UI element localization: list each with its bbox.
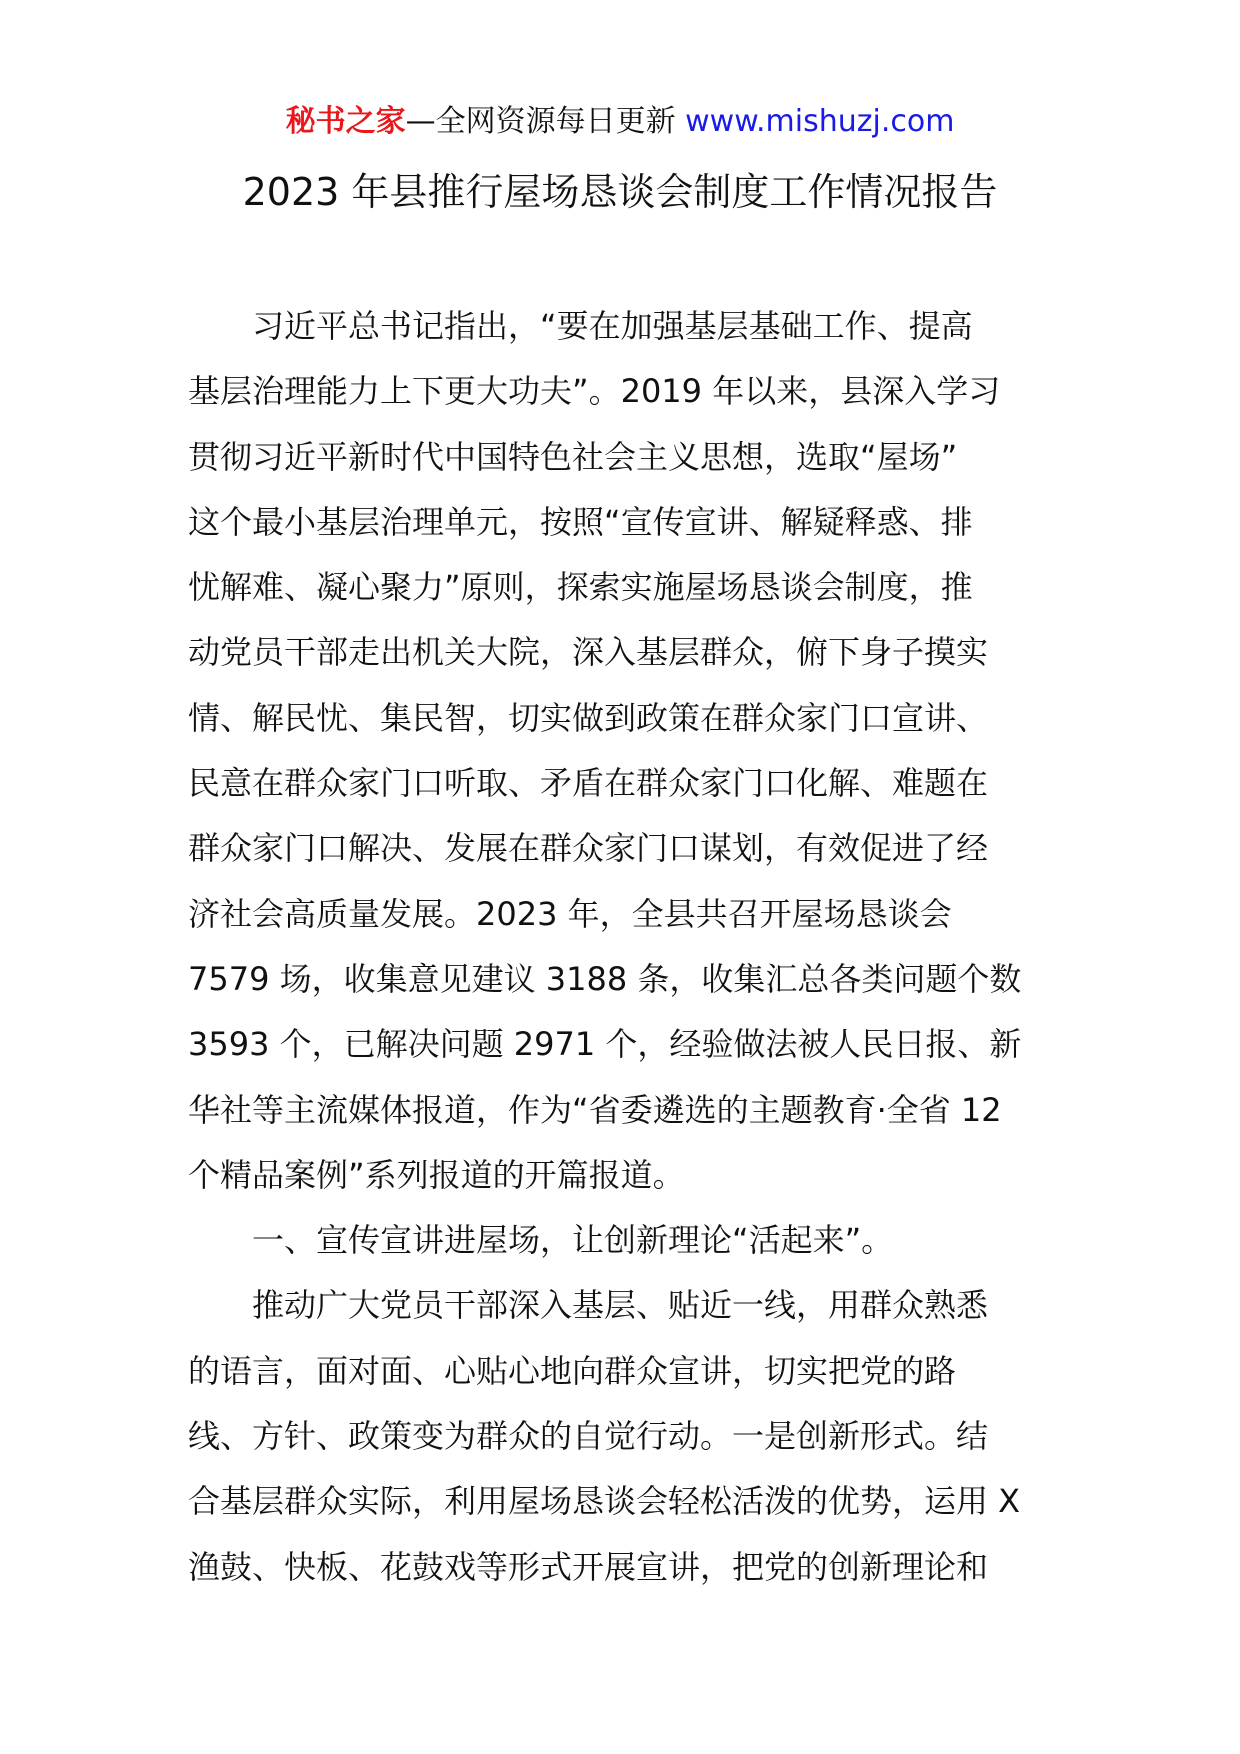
paragraph-line: 合基层群众实际，利用屋场恳谈会轻松活泼的优势，运用 X (188, 1482, 1021, 1521)
paragraph-line: 7579 场，收集意见建议 3188 条，收集汇总各类问题个数 (188, 959, 1022, 998)
paragraph-line: 基层治理能力上下更大功夫”。2019 年以来，县深入学习 (188, 372, 1001, 411)
paragraph-line: 忧解难、凝心聚力”原则，探索实施屋场恳谈会制度，推 (188, 568, 973, 607)
paragraph-line: 的语言，面对面、心贴心地向群众宣讲，切实把党的路 (188, 1351, 957, 1390)
paragraph-line: 贯彻习近平新时代中国特色社会主义思想，选取“屋场” (188, 437, 958, 476)
paragraph-line: 个精品案例”系列报道的开篇报道。 (188, 1155, 685, 1194)
site-header (0, 102, 1240, 142)
section-heading: 一、宣传宣讲进屋场，让创新理论“活起来”。 (252, 1221, 894, 1260)
paragraph-line: 群众家门口解决、发展在群众家门口谋划，有效促进了经 (188, 829, 989, 868)
paragraph-line: 情、解民忧、集民智，切实做到政策在群众家门口宣讲、 (188, 698, 989, 737)
site-url-link[interactable]: www.mishuzj.com (685, 104, 955, 139)
paragraph-line: 这个最小基层治理单元，按照“宣传宣讲、解疑释惑、排 (188, 502, 973, 541)
header-tagline: —全网资源每日更新 (405, 104, 676, 139)
paragraph-line: 民意在群众家门口听取、矛盾在群众家门口化解、难题在 (188, 764, 989, 803)
paragraph-line: 3593 个，已解决问题 2971 个，经验做法被人民日报、新 (188, 1025, 1022, 1064)
paragraph-line: 华社等主流媒体报道，作为“省委遴选的主题教育·全省 12 (188, 1090, 1002, 1129)
document-body (188, 294, 1054, 1600)
paragraph-line: 渔鼓、快板、花鼓戏等形式开展宣讲，把党的创新理论和 (188, 1547, 989, 1586)
paragraph-line: 动党员干部走出机关大院，深入基层群众，俯下身子摸实 (188, 633, 989, 672)
brand-name: 秘书之家 (285, 104, 406, 139)
paragraph-line: 习近平总书记指出，“要在加强基层基础工作、提高 (252, 307, 973, 345)
paragraph-line: 线、方针、政策变为群众的自觉行动。一是创新形式。结 (188, 1417, 989, 1456)
paragraph-line: 济社会高质量发展。2023 年，全县共召开屋场恳谈会 (188, 894, 952, 933)
document-title: 2023 年县推行屋场恳谈会制度工作情况报告 (242, 170, 998, 214)
paragraph-line: 推动广大党员干部深入基层、贴近一线，用群众熟悉 (252, 1286, 989, 1325)
